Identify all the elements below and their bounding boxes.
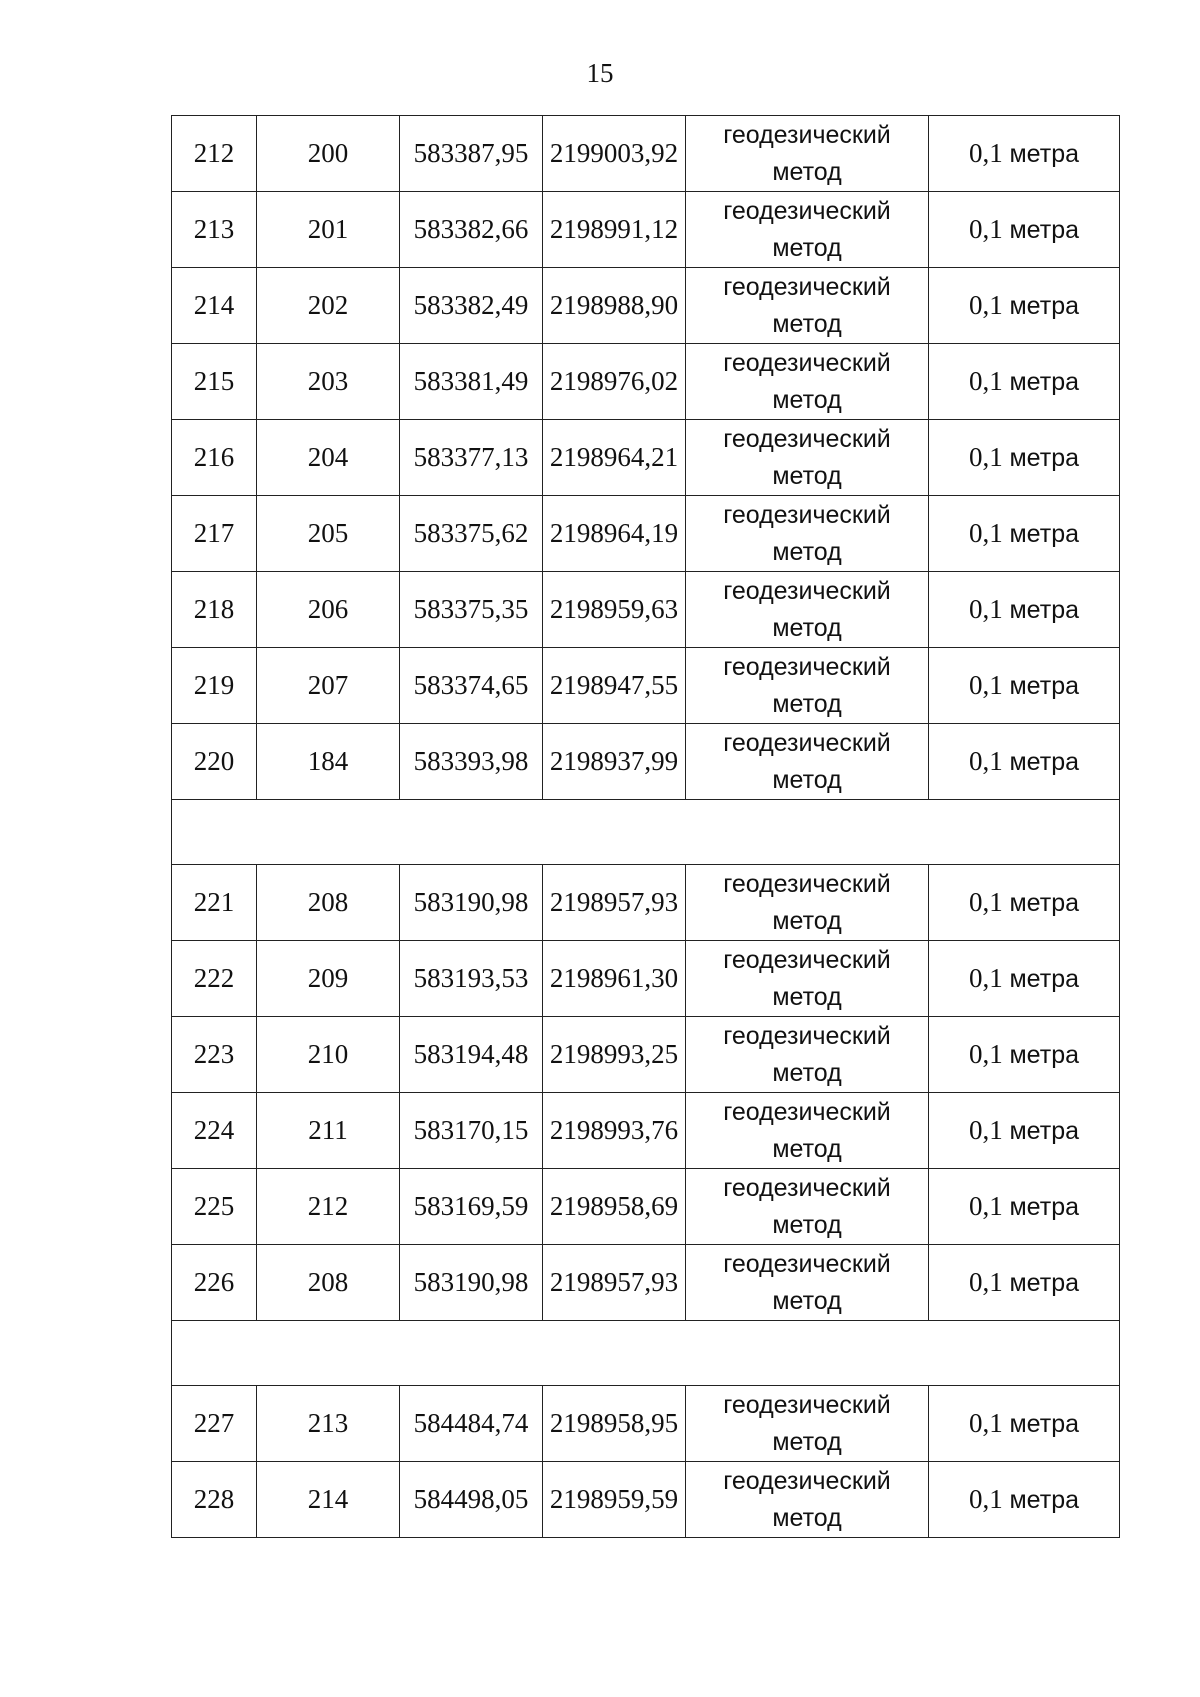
row-number-cell: 228	[172, 1462, 257, 1538]
method-line-1: геодезический	[723, 500, 891, 529]
group-separator-row	[172, 1321, 1120, 1386]
method-line-1: геодезический	[723, 576, 891, 605]
point-number-cell: 201	[257, 192, 400, 268]
x-coordinate-cell: 583375,62	[400, 496, 543, 572]
y-coordinate-cell: 2198959,63	[543, 572, 686, 648]
accuracy-value: 0,1	[968, 745, 1003, 776]
method-cell	[686, 572, 929, 648]
x-coordinate-cell: 584484,74	[400, 1386, 543, 1462]
method-cell	[686, 648, 929, 724]
method-line-1: геодезический	[723, 869, 891, 898]
method-line-1: геодезический	[723, 1097, 891, 1126]
y-coordinate-cell: 2198991,12	[543, 192, 686, 268]
y-coordinate-cell: 2198957,93	[543, 865, 686, 941]
table-row	[172, 1386, 1120, 1462]
accuracy-cell	[929, 268, 1120, 344]
accuracy-unit: метра	[1009, 215, 1080, 244]
y-coordinate-cell: 2198976,02	[543, 344, 686, 420]
method-line-1: геодезический	[723, 1390, 891, 1419]
accuracy-unit: метра	[1009, 1268, 1080, 1297]
table-row	[172, 572, 1120, 648]
method-cell	[686, 724, 929, 800]
accuracy-value: 0,1	[968, 441, 1003, 472]
point-number-cell: 204	[257, 420, 400, 496]
row-number-cell: 219	[172, 648, 257, 724]
x-coordinate-cell: 583190,98	[400, 865, 543, 941]
table-row	[172, 865, 1120, 941]
page-number: 15	[586, 58, 614, 88]
y-coordinate-cell: 2198937,99	[543, 724, 686, 800]
x-coordinate-cell: 583382,49	[400, 268, 543, 344]
x-coordinate-cell: 583393,98	[400, 724, 543, 800]
point-number-cell: 202	[257, 268, 400, 344]
row-number-cell: 212	[172, 116, 257, 192]
method-cell	[686, 1462, 929, 1538]
accuracy-unit: метра	[1009, 291, 1080, 320]
row-number-cell: 218	[172, 572, 257, 648]
accuracy-value: 0,1	[968, 962, 1003, 993]
accuracy-cell	[929, 344, 1120, 420]
method-cell	[686, 344, 929, 420]
accuracy-value: 0,1	[968, 213, 1003, 244]
accuracy-cell	[929, 648, 1120, 724]
y-coordinate-cell: 2198993,25	[543, 1017, 686, 1093]
accuracy-unit: метра	[1009, 139, 1080, 168]
accuracy-unit: метра	[1009, 1409, 1080, 1438]
point-number-cell: 207	[257, 648, 400, 724]
point-number-cell: 205	[257, 496, 400, 572]
table-row	[172, 496, 1120, 572]
point-number-cell: 184	[257, 724, 400, 800]
point-number-cell: 213	[257, 1386, 400, 1462]
coordinates-table	[171, 115, 1120, 1538]
accuracy-value: 0,1	[968, 1190, 1003, 1221]
row-number-cell: 215	[172, 344, 257, 420]
table-row	[172, 724, 1120, 800]
table-row	[172, 1462, 1120, 1538]
method-cell	[686, 496, 929, 572]
method-line-1: геодезический	[723, 1021, 891, 1050]
row-number-cell: 216	[172, 420, 257, 496]
x-coordinate-cell: 583377,13	[400, 420, 543, 496]
accuracy-value: 0,1	[968, 137, 1003, 168]
x-coordinate-cell: 583382,66	[400, 192, 543, 268]
method-line-1: геодезический	[723, 120, 891, 149]
point-number-cell: 206	[257, 572, 400, 648]
method-line-2: метод	[772, 1058, 842, 1087]
accuracy-unit: метра	[1009, 1040, 1080, 1069]
y-coordinate-cell: 2198988,90	[543, 268, 686, 344]
x-coordinate-cell: 583387,95	[400, 116, 543, 192]
method-cell	[686, 1169, 929, 1245]
accuracy-cell	[929, 192, 1120, 268]
y-coordinate-cell: 2199003,92	[543, 116, 686, 192]
method-line-1: геодезический	[723, 652, 891, 681]
method-cell	[686, 1245, 929, 1321]
accuracy-unit: метра	[1009, 888, 1080, 917]
method-cell	[686, 268, 929, 344]
group-separator-cell	[172, 800, 1120, 865]
accuracy-cell	[929, 941, 1120, 1017]
point-number-cell: 203	[257, 344, 400, 420]
method-cell	[686, 1017, 929, 1093]
accuracy-cell	[929, 1245, 1120, 1321]
x-coordinate-cell: 583193,53	[400, 941, 543, 1017]
table-row	[172, 268, 1120, 344]
table-row	[172, 420, 1120, 496]
method-line-2: метод	[772, 1286, 842, 1315]
accuracy-unit: метра	[1009, 443, 1080, 472]
method-line-1: геодезический	[723, 272, 891, 301]
x-coordinate-cell: 584498,05	[400, 1462, 543, 1538]
y-coordinate-cell: 2198993,76	[543, 1093, 686, 1169]
method-line-2: метод	[772, 1503, 842, 1532]
x-coordinate-cell: 583194,48	[400, 1017, 543, 1093]
method-line-2: метод	[772, 689, 842, 718]
accuracy-value: 0,1	[968, 1407, 1003, 1438]
y-coordinate-cell: 2198961,30	[543, 941, 686, 1017]
accuracy-value: 0,1	[968, 365, 1003, 396]
method-cell	[686, 1386, 929, 1462]
accuracy-value: 0,1	[968, 1038, 1003, 1069]
point-number-cell: 209	[257, 941, 400, 1017]
accuracy-unit: метра	[1009, 964, 1080, 993]
table-row	[172, 1169, 1120, 1245]
accuracy-cell	[929, 1017, 1120, 1093]
y-coordinate-cell: 2198959,59	[543, 1462, 686, 1538]
row-number-cell: 214	[172, 268, 257, 344]
method-line-2: метод	[772, 233, 842, 262]
point-number-cell: 200	[257, 116, 400, 192]
method-cell	[686, 1093, 929, 1169]
accuracy-cell	[929, 496, 1120, 572]
row-number-cell: 224	[172, 1093, 257, 1169]
accuracy-cell	[929, 420, 1120, 496]
point-number-cell: 214	[257, 1462, 400, 1538]
method-line-2: метод	[772, 982, 842, 1011]
method-line-2: метод	[772, 537, 842, 566]
row-number-cell: 217	[172, 496, 257, 572]
y-coordinate-cell: 2198958,95	[543, 1386, 686, 1462]
method-line-2: метод	[772, 1134, 842, 1163]
accuracy-unit: метра	[1009, 1485, 1080, 1514]
x-coordinate-cell: 583374,65	[400, 648, 543, 724]
coordinates-table-body	[172, 116, 1120, 1538]
table-row	[172, 1093, 1120, 1169]
accuracy-value: 0,1	[968, 593, 1003, 624]
accuracy-cell	[929, 1093, 1120, 1169]
row-number-cell: 225	[172, 1169, 257, 1245]
method-cell	[686, 116, 929, 192]
method-line-2: метод	[772, 1210, 842, 1239]
accuracy-unit: метра	[1009, 367, 1080, 396]
method-line-1: геодезический	[723, 196, 891, 225]
method-line-2: метод	[772, 309, 842, 338]
accuracy-cell	[929, 1169, 1120, 1245]
accuracy-unit: метра	[1009, 519, 1080, 548]
accuracy-cell	[929, 572, 1120, 648]
accuracy-unit: метра	[1009, 747, 1080, 776]
method-line-2: метод	[772, 157, 842, 186]
table-row	[172, 941, 1120, 1017]
accuracy-value: 0,1	[968, 289, 1003, 320]
method-line-1: геодезический	[723, 348, 891, 377]
accuracy-cell	[929, 1386, 1120, 1462]
row-number-cell: 223	[172, 1017, 257, 1093]
point-number-cell: 208	[257, 1245, 400, 1321]
table-row	[172, 344, 1120, 420]
accuracy-unit: метра	[1009, 1116, 1080, 1145]
accuracy-unit: метра	[1009, 1192, 1080, 1221]
table-row	[172, 192, 1120, 268]
accuracy-cell	[929, 1462, 1120, 1538]
method-line-1: геодезический	[723, 1466, 891, 1495]
group-separator-cell	[172, 1321, 1120, 1386]
row-number-cell: 220	[172, 724, 257, 800]
point-number-cell: 210	[257, 1017, 400, 1093]
accuracy-value: 0,1	[968, 669, 1003, 700]
x-coordinate-cell: 583169,59	[400, 1169, 543, 1245]
accuracy-value: 0,1	[968, 1114, 1003, 1145]
row-number-cell: 222	[172, 941, 257, 1017]
row-number-cell: 213	[172, 192, 257, 268]
method-line-2: метод	[772, 906, 842, 935]
x-coordinate-cell: 583170,15	[400, 1093, 543, 1169]
method-cell	[686, 941, 929, 1017]
y-coordinate-cell: 2198958,69	[543, 1169, 686, 1245]
table-row	[172, 1245, 1120, 1321]
accuracy-value: 0,1	[968, 517, 1003, 548]
accuracy-unit: метра	[1009, 595, 1080, 624]
method-cell	[686, 192, 929, 268]
y-coordinate-cell: 2198964,21	[543, 420, 686, 496]
row-number-cell: 226	[172, 1245, 257, 1321]
method-line-1: геодезический	[723, 424, 891, 453]
x-coordinate-cell: 583375,35	[400, 572, 543, 648]
method-line-1: геодезический	[723, 945, 891, 974]
y-coordinate-cell: 2198957,93	[543, 1245, 686, 1321]
accuracy-unit: метра	[1009, 671, 1080, 700]
point-number-cell: 212	[257, 1169, 400, 1245]
method-cell	[686, 865, 929, 941]
table-row	[172, 116, 1120, 192]
x-coordinate-cell: 583190,98	[400, 1245, 543, 1321]
y-coordinate-cell: 2198947,55	[543, 648, 686, 724]
method-line-2: метод	[772, 461, 842, 490]
point-number-cell: 208	[257, 865, 400, 941]
y-coordinate-cell: 2198964,19	[543, 496, 686, 572]
accuracy-cell	[929, 116, 1120, 192]
row-number-cell: 221	[172, 865, 257, 941]
method-line-2: метод	[772, 765, 842, 794]
table-row	[172, 648, 1120, 724]
group-separator-row	[172, 800, 1120, 865]
x-coordinate-cell: 583381,49	[400, 344, 543, 420]
method-line-1: геодезический	[723, 1249, 891, 1278]
accuracy-cell	[929, 865, 1120, 941]
table-row	[172, 1017, 1120, 1093]
accuracy-cell	[929, 724, 1120, 800]
method-line-1: геодезический	[723, 1173, 891, 1202]
accuracy-value: 0,1	[968, 1483, 1003, 1514]
method-line-2: метод	[772, 1427, 842, 1456]
row-number-cell: 227	[172, 1386, 257, 1462]
method-cell	[686, 420, 929, 496]
point-number-cell: 211	[257, 1093, 400, 1169]
accuracy-value: 0,1	[968, 886, 1003, 917]
method-line-2: метод	[772, 613, 842, 642]
accuracy-value: 0,1	[968, 1266, 1003, 1297]
method-line-1: геодезический	[723, 728, 891, 757]
method-line-2: метод	[772, 385, 842, 414]
